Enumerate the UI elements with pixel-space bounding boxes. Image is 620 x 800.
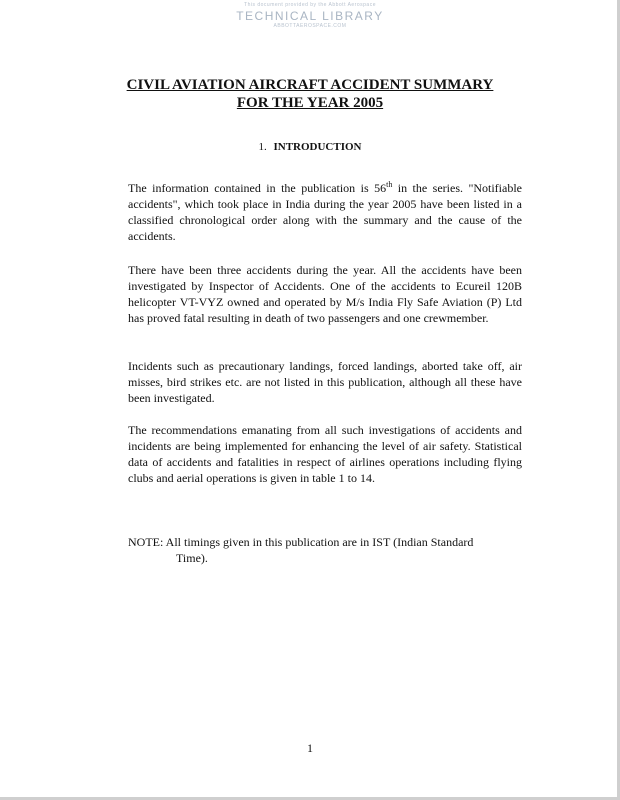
note-line-2: Time).: [176, 551, 208, 565]
watermark-title: TECHNICAL LIBRARY: [236, 9, 384, 23]
watermark-url: ABBOTTAEROSPACE.COM: [273, 23, 347, 29]
section-heading: [0, 140, 620, 154]
title-line-1: CIVIL AVIATION AIRCRAFT ACCIDENT SUMMARY: [126, 77, 494, 93]
note: [128, 534, 528, 566]
watermark: [0, 2, 620, 29]
section-number: 1.: [258, 141, 267, 153]
page-number: 1: [307, 741, 313, 755]
section-title: INTRODUCTION: [273, 141, 362, 153]
paragraph-4: The recommendations emanating from all such investigations of accidents and incidents are being implemented for enhancing the level of air safety. Statistical data of accidents and fatalities in respect of airlines operations including flying clubs and aerial operations is given in table 1 to 14.: [128, 423, 522, 485]
paragraph-1-start: The information contained in the publication is 56: [128, 181, 387, 195]
ordinal-suffix: th: [386, 180, 393, 189]
watermark-tagline: This document provided by the Abbott Aerospace: [244, 2, 376, 8]
title-line-2: FOR THE YEAR 2005: [236, 95, 384, 111]
paragraph-1: [128, 180, 522, 244]
paragraph-1-rest: in the series. "Notifiable accidents", which took place in India during the year 2005 have been listed in a classified chronological order along with the summary and the cause of the accidents.: [128, 181, 522, 243]
paragraph-3: Incidents such as precautionary landings, forced landings, aborted take off, air misses, bird strikes etc. are not listed in this publication, although all these have been investigated.: [128, 359, 522, 405]
note-line-1: NOTE: All timings given in this publication are in IST (Indian Standard: [128, 535, 474, 549]
paragraph-2: There have been three accidents during the year. All the accidents have been investigated by Inspector of Accidents. One of the accidents to Ecureil 120B helicopter VT-VYZ owned and operated by M/s India Fly Safe Aviation (P) Ltd has proved fatal resulting in death of two passengers and one crewmember.: [128, 263, 522, 325]
document-title: [0, 76, 620, 112]
